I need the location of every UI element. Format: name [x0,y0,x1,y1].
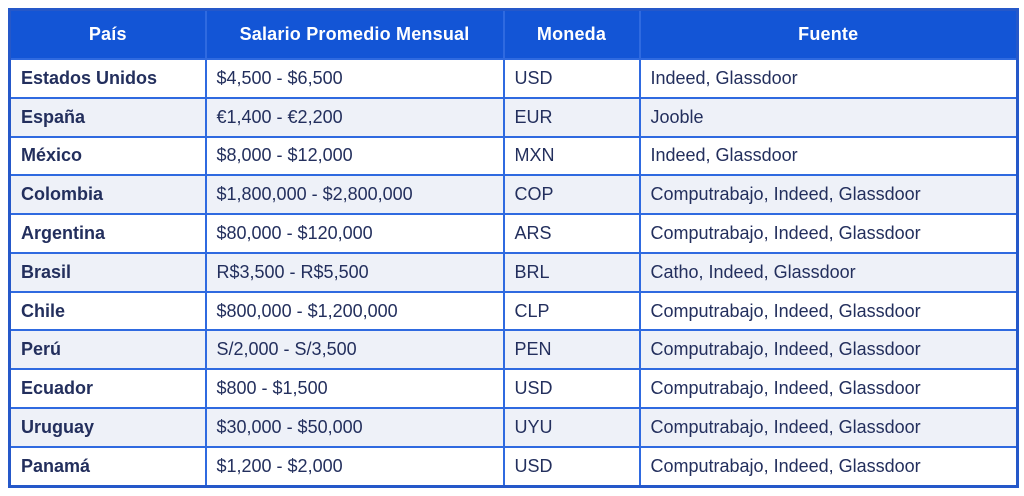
cell-pais: Ecuador [10,369,206,408]
cell-pais: Brasil [10,253,206,292]
table-header [10,10,1018,60]
cell-fuente: Indeed, Glassdoor [640,137,1018,176]
cell-pais: México [10,137,206,176]
table-row [10,292,1018,331]
cell-fuente: Computrabajo, Indeed, Glassdoor [640,214,1018,253]
cell-fuente: Indeed, Glassdoor [640,59,1018,98]
table-row [10,175,1018,214]
table-row [10,137,1018,176]
salary-by-country-table [8,8,1019,488]
cell-fuente: Catho, Indeed, Glassdoor [640,253,1018,292]
cell-fuente: Computrabajo, Indeed, Glassdoor [640,369,1018,408]
cell-moneda: USD [504,369,640,408]
cell-fuente: Computrabajo, Indeed, Glassdoor [640,330,1018,369]
cell-moneda: PEN [504,330,640,369]
cell-moneda: EUR [504,98,640,137]
cell-salario: $800,000 - $1,200,000 [206,292,504,331]
cell-moneda: UYU [504,408,640,447]
cell-pais: Perú [10,330,206,369]
cell-salario: R$3,500 - R$5,500 [206,253,504,292]
cell-salario: $1,200 - $2,000 [206,447,504,487]
cell-moneda: USD [504,59,640,98]
cell-moneda: ARS [504,214,640,253]
table-row [10,214,1018,253]
cell-salario: $30,000 - $50,000 [206,408,504,447]
table-row [10,59,1018,98]
table-row [10,369,1018,408]
column-header-salario: Salario Promedio Mensual [206,10,504,60]
cell-moneda: COP [504,175,640,214]
column-header-pais: País [10,10,206,60]
cell-salario: $4,500 - $6,500 [206,59,504,98]
cell-moneda: MXN [504,137,640,176]
cell-salario: €1,400 - €2,200 [206,98,504,137]
cell-salario: $800 - $1,500 [206,369,504,408]
cell-pais: Estados Unidos [10,59,206,98]
header-row [10,10,1018,60]
table-row [10,408,1018,447]
cell-fuente: Computrabajo, Indeed, Glassdoor [640,408,1018,447]
cell-pais: Panamá [10,447,206,487]
cell-pais: Chile [10,292,206,331]
column-header-moneda: Moneda [504,10,640,60]
column-header-fuente: Fuente [640,10,1018,60]
table-row [10,253,1018,292]
table-body [10,59,1018,487]
cell-pais: Argentina [10,214,206,253]
cell-salario: $80,000 - $120,000 [206,214,504,253]
cell-moneda: BRL [504,253,640,292]
cell-fuente: Computrabajo, Indeed, Glassdoor [640,175,1018,214]
cell-salario: S/2,000 - S/3,500 [206,330,504,369]
table-row [10,98,1018,137]
cell-pais: Colombia [10,175,206,214]
cell-moneda: CLP [504,292,640,331]
table-row [10,447,1018,487]
cell-fuente: Computrabajo, Indeed, Glassdoor [640,447,1018,487]
cell-fuente: Computrabajo, Indeed, Glassdoor [640,292,1018,331]
cell-fuente: Jooble [640,98,1018,137]
cell-salario: $8,000 - $12,000 [206,137,504,176]
table-row [10,330,1018,369]
cell-pais: Uruguay [10,408,206,447]
salary-table-container [8,8,1019,488]
cell-pais: España [10,98,206,137]
cell-salario: $1,800,000 - $2,800,000 [206,175,504,214]
cell-moneda: USD [504,447,640,487]
